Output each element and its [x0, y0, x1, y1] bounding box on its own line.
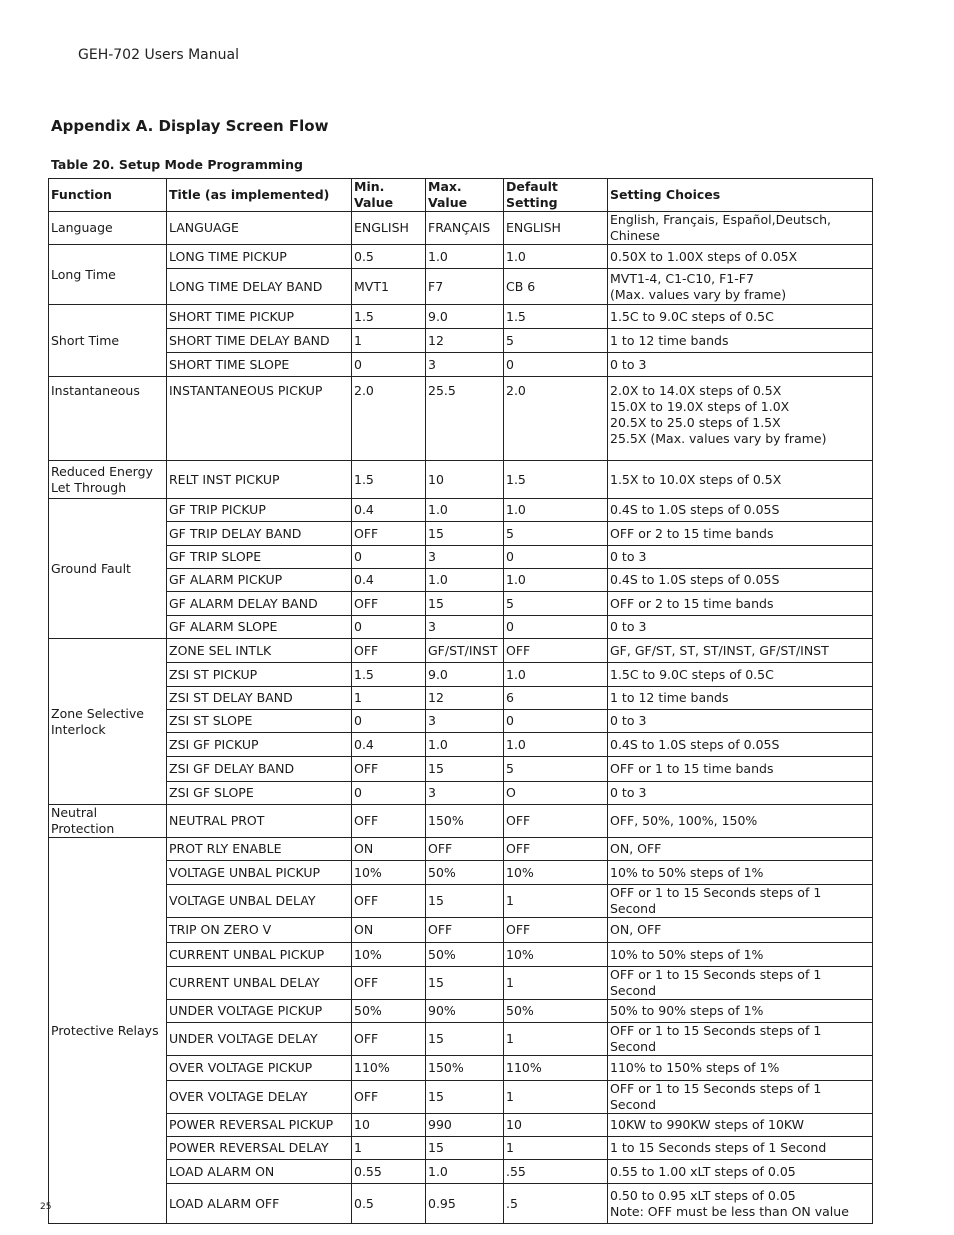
setting-title-cell: ZSI GF DELAY BAND — [167, 757, 352, 782]
setting-choices-cell: 1.5X to 10.0X steps of 0.5X — [608, 461, 873, 499]
setting-title-cell: LOAD ALARM OFF — [167, 1184, 352, 1224]
setting-choices-cell: 2.0X to 14.0X steps of 0.5X 15.0X to 19.0X steps of 1.0X 20.5X to 25.0 steps of 1.5X 25.5X (Max. values vary by frame) — [608, 377, 873, 461]
max-value-cell: 3 — [426, 353, 504, 377]
min-value-cell: 0.5 — [352, 245, 426, 269]
setting-choices-cell: 1 to 12 time bands — [608, 687, 873, 710]
max-value-cell: 15 — [426, 1023, 504, 1056]
table-row — [49, 838, 873, 861]
default-setting-cell: 0 — [504, 616, 608, 639]
min-value-cell: 0.5 — [352, 1184, 426, 1224]
table-row — [49, 353, 873, 377]
function-cell: Zone Selective Interlock — [49, 639, 167, 805]
setting-choices-cell: 1.5C to 9.0C steps of 0.5C — [608, 305, 873, 329]
appendix-title: Appendix A. Display Screen Flow — [51, 117, 329, 135]
table-row — [49, 546, 873, 569]
table-row — [49, 499, 873, 522]
setting-choices-cell: 0 to 3 — [608, 546, 873, 569]
table-row — [49, 569, 873, 592]
min-value-cell: 10 — [352, 1114, 426, 1137]
column-header: Min. Value — [352, 179, 426, 212]
min-value-cell: OFF — [352, 967, 426, 1000]
table-row — [49, 329, 873, 353]
setting-choices-cell: 1 to 12 time bands — [608, 329, 873, 353]
default-setting-cell: 50% — [504, 1000, 608, 1023]
table-row — [49, 305, 873, 329]
table-row — [49, 461, 873, 499]
setting-title-cell: CURRENT UNBAL DELAY — [167, 967, 352, 1000]
min-value-cell: OFF — [352, 1023, 426, 1056]
default-setting-cell: 5 — [504, 329, 608, 353]
table-row — [49, 967, 873, 1000]
max-value-cell: 0.95 — [426, 1184, 504, 1224]
setting-choices-cell: OFF or 1 to 15 Seconds steps of 1 Second — [608, 1023, 873, 1056]
function-cell: Long Time — [49, 245, 167, 305]
setting-choices-cell: 1 to 15 Seconds steps of 1 Second — [608, 1137, 873, 1160]
table-row — [49, 1184, 873, 1224]
setting-choices-cell: 0.4S to 1.0S steps of 0.05S — [608, 733, 873, 757]
max-value-cell: 3 — [426, 710, 504, 733]
min-value-cell: 1.5 — [352, 461, 426, 499]
setting-title-cell: LOAD ALARM ON — [167, 1160, 352, 1184]
min-value-cell: 110% — [352, 1056, 426, 1081]
min-value-cell: 10% — [352, 943, 426, 967]
default-setting-cell: 5 — [504, 757, 608, 782]
table-row — [49, 805, 873, 838]
default-setting-cell: CB 6 — [504, 269, 608, 305]
min-value-cell: 1.5 — [352, 663, 426, 687]
min-value-cell: 0.55 — [352, 1160, 426, 1184]
min-value-cell: 0 — [352, 616, 426, 639]
setting-title-cell: GF TRIP PICKUP — [167, 499, 352, 522]
table-row — [49, 1137, 873, 1160]
setting-title-cell: RELT INST PICKUP — [167, 461, 352, 499]
setting-choices-cell: 0 to 3 — [608, 616, 873, 639]
setting-choices-cell: ON, OFF — [608, 838, 873, 861]
max-value-cell: 3 — [426, 616, 504, 639]
max-value-cell: 15 — [426, 522, 504, 546]
default-setting-cell: 1.5 — [504, 461, 608, 499]
max-value-cell: 1.0 — [426, 499, 504, 522]
min-value-cell: 2.0 — [352, 377, 426, 461]
table-row — [49, 245, 873, 269]
table-row — [49, 663, 873, 687]
table-row — [49, 1056, 873, 1081]
function-cell: Reduced Energy Let Through — [49, 461, 167, 499]
setting-title-cell: SHORT TIME DELAY BAND — [167, 329, 352, 353]
setting-title-cell: GF ALARM SLOPE — [167, 616, 352, 639]
default-setting-cell: OFF — [504, 639, 608, 663]
max-value-cell: 3 — [426, 782, 504, 805]
setting-choices-cell: 1.5C to 9.0C steps of 0.5C — [608, 663, 873, 687]
table-row — [49, 918, 873, 943]
function-cell: Instantaneous — [49, 377, 167, 461]
column-header: Default Setting — [504, 179, 608, 212]
max-value-cell: 9.0 — [426, 663, 504, 687]
min-value-cell: ENGLISH — [352, 212, 426, 245]
table-body — [49, 212, 873, 1224]
column-header: Setting Choices — [608, 179, 873, 212]
min-value-cell: 1.5 — [352, 305, 426, 329]
setting-choices-cell: English, Français, Español,Deutsch, Chinese — [608, 212, 873, 245]
setting-title-cell: VOLTAGE UNBAL PICKUP — [167, 861, 352, 885]
min-value-cell: OFF — [352, 757, 426, 782]
table-row — [49, 687, 873, 710]
default-setting-cell: 1.0 — [504, 245, 608, 269]
default-setting-cell: 110% — [504, 1056, 608, 1081]
default-setting-cell: 0 — [504, 353, 608, 377]
setting-title-cell: OVER VOLTAGE DELAY — [167, 1081, 352, 1114]
max-value-cell: FRANÇAIS — [426, 212, 504, 245]
default-setting-cell: OFF — [504, 838, 608, 861]
table-row — [49, 782, 873, 805]
table-row — [49, 522, 873, 546]
default-setting-cell: 1 — [504, 1023, 608, 1056]
table-row — [49, 1000, 873, 1023]
default-setting-cell: 1.0 — [504, 569, 608, 592]
setting-choices-cell: OFF or 1 to 15 Seconds steps of 1 Second — [608, 967, 873, 1000]
table-row — [49, 592, 873, 616]
min-value-cell: MVT1 — [352, 269, 426, 305]
manual-title: GEH-702 Users Manual — [78, 47, 239, 63]
default-setting-cell: OFF — [504, 918, 608, 943]
setting-title-cell: GF TRIP SLOPE — [167, 546, 352, 569]
default-setting-cell: 1 — [504, 1081, 608, 1114]
min-value-cell: 1 — [352, 687, 426, 710]
min-value-cell: OFF — [352, 639, 426, 663]
setting-title-cell: ZSI ST PICKUP — [167, 663, 352, 687]
setting-title-cell: VOLTAGE UNBAL DELAY — [167, 885, 352, 918]
setting-title-cell: ZSI ST SLOPE — [167, 710, 352, 733]
max-value-cell: 15 — [426, 1137, 504, 1160]
default-setting-cell: 6 — [504, 687, 608, 710]
default-setting-cell: 10% — [504, 861, 608, 885]
setting-title-cell: UNDER VOLTAGE PICKUP — [167, 1000, 352, 1023]
max-value-cell: 90% — [426, 1000, 504, 1023]
max-value-cell: 3 — [426, 546, 504, 569]
setting-choices-cell: 50% to 90% steps of 1% — [608, 1000, 873, 1023]
default-setting-cell: 10% — [504, 943, 608, 967]
default-setting-cell: 5 — [504, 592, 608, 616]
default-setting-cell: 1.0 — [504, 733, 608, 757]
setting-choices-cell: 0.4S to 1.0S steps of 0.05S — [608, 499, 873, 522]
default-setting-cell: 0 — [504, 546, 608, 569]
min-value-cell: OFF — [352, 1081, 426, 1114]
setting-choices-cell: OFF, 50%, 100%, 150% — [608, 805, 873, 838]
max-value-cell: 12 — [426, 687, 504, 710]
min-value-cell: 0 — [352, 782, 426, 805]
setting-choices-cell: GF, GF/ST, ST, ST/INST, GF/ST/INST — [608, 639, 873, 663]
setting-choices-cell: OFF or 1 to 15 time bands — [608, 757, 873, 782]
max-value-cell: 150% — [426, 1056, 504, 1081]
default-setting-cell: OFF — [504, 805, 608, 838]
table-row — [49, 1114, 873, 1137]
max-value-cell: 15 — [426, 1081, 504, 1114]
column-header: Max. Value — [426, 179, 504, 212]
setting-title-cell: SHORT TIME SLOPE — [167, 353, 352, 377]
max-value-cell: GF/ST/INST — [426, 639, 504, 663]
min-value-cell: OFF — [352, 805, 426, 838]
max-value-cell: 9.0 — [426, 305, 504, 329]
max-value-cell: 25.5 — [426, 377, 504, 461]
setting-choices-cell: 10KW to 990KW steps of 10KW — [608, 1114, 873, 1137]
min-value-cell: 0 — [352, 353, 426, 377]
default-setting-cell: O — [504, 782, 608, 805]
setting-choices-cell: ON, OFF — [608, 918, 873, 943]
max-value-cell: 1.0 — [426, 733, 504, 757]
max-value-cell: F7 — [426, 269, 504, 305]
default-setting-cell: 1.5 — [504, 305, 608, 329]
min-value-cell: 10% — [352, 861, 426, 885]
setup-mode-table — [48, 178, 873, 1224]
table-row — [49, 1081, 873, 1114]
setting-choices-cell: OFF or 1 to 15 Seconds steps of 1 Second — [608, 1081, 873, 1114]
max-value-cell: 150% — [426, 805, 504, 838]
table-row — [49, 377, 873, 461]
setting-choices-cell: OFF or 2 to 15 time bands — [608, 592, 873, 616]
min-value-cell: ON — [352, 918, 426, 943]
max-value-cell: 10 — [426, 461, 504, 499]
max-value-cell: 15 — [426, 885, 504, 918]
function-cell: Protective Relays — [49, 838, 167, 1224]
min-value-cell: OFF — [352, 885, 426, 918]
setting-choices-cell: 10% to 50% steps of 1% — [608, 861, 873, 885]
default-setting-cell: 5 — [504, 522, 608, 546]
max-value-cell: 990 — [426, 1114, 504, 1137]
setting-title-cell: LONG TIME DELAY BAND — [167, 269, 352, 305]
setting-title-cell: POWER REVERSAL PICKUP — [167, 1114, 352, 1137]
max-value-cell: 1.0 — [426, 1160, 504, 1184]
default-setting-cell: 1.0 — [504, 663, 608, 687]
table-row — [49, 639, 873, 663]
default-setting-cell: 1 — [504, 1137, 608, 1160]
max-value-cell: 15 — [426, 592, 504, 616]
default-setting-cell: .5 — [504, 1184, 608, 1224]
min-value-cell: 1 — [352, 1137, 426, 1160]
setting-title-cell: ZSI GF SLOPE — [167, 782, 352, 805]
column-header: Title (as implemented) — [167, 179, 352, 212]
default-setting-cell: 10 — [504, 1114, 608, 1137]
min-value-cell: ON — [352, 838, 426, 861]
max-value-cell: OFF — [426, 838, 504, 861]
max-value-cell: 50% — [426, 861, 504, 885]
min-value-cell: 0.4 — [352, 733, 426, 757]
setting-choices-cell: OFF or 1 to 15 Seconds steps of 1 Second — [608, 885, 873, 918]
setting-title-cell: LONG TIME PICKUP — [167, 245, 352, 269]
min-value-cell: 0.4 — [352, 569, 426, 592]
setting-title-cell: GF TRIP DELAY BAND — [167, 522, 352, 546]
table-row — [49, 269, 873, 305]
setting-title-cell: GF ALARM PICKUP — [167, 569, 352, 592]
table-row — [49, 1023, 873, 1056]
setting-title-cell: PROT RLY ENABLE — [167, 838, 352, 861]
table-row — [49, 757, 873, 782]
page-number: 25 — [40, 1202, 52, 1212]
setting-choices-cell: 0.50 to 0.95 xLT steps of 0.05 Note: OFF must be less than ON value — [608, 1184, 873, 1224]
default-setting-cell: .55 — [504, 1160, 608, 1184]
setting-choices-cell: 0 to 3 — [608, 782, 873, 805]
setting-title-cell: INSTANTANEOUS PICKUP — [167, 377, 352, 461]
min-value-cell: OFF — [352, 592, 426, 616]
table-caption: Table 20. Setup Mode Programming — [51, 157, 304, 172]
table-row — [49, 212, 873, 245]
column-header: Function — [49, 179, 167, 212]
setting-choices-cell: 0.55 to 1.00 xLT steps of 0.05 — [608, 1160, 873, 1184]
default-setting-cell: 0 — [504, 710, 608, 733]
min-value-cell: 1 — [352, 329, 426, 353]
setting-title-cell: ZSI ST DELAY BAND — [167, 687, 352, 710]
function-cell: Neutral Protection — [49, 805, 167, 838]
setting-title-cell: ZSI GF PICKUP — [167, 733, 352, 757]
setting-choices-cell: 0.4S to 1.0S steps of 0.05S — [608, 569, 873, 592]
default-setting-cell: ENGLISH — [504, 212, 608, 245]
setting-title-cell: SHORT TIME PICKUP — [167, 305, 352, 329]
setting-choices-cell: 110% to 150% steps of 1% — [608, 1056, 873, 1081]
table-row — [49, 943, 873, 967]
default-setting-cell: 1 — [504, 967, 608, 1000]
table-row — [49, 1160, 873, 1184]
function-cell: Ground Fault — [49, 499, 167, 639]
setting-choices-cell: MVT1-4, C1-C10, F1-F7 (Max. values vary by frame) — [608, 269, 873, 305]
setting-choices-cell: 0 to 3 — [608, 353, 873, 377]
max-value-cell: 15 — [426, 967, 504, 1000]
max-value-cell: 12 — [426, 329, 504, 353]
max-value-cell: 50% — [426, 943, 504, 967]
setting-title-cell: CURRENT UNBAL PICKUP — [167, 943, 352, 967]
table-row — [49, 710, 873, 733]
max-value-cell: 1.0 — [426, 245, 504, 269]
setting-title-cell: LANGUAGE — [167, 212, 352, 245]
max-value-cell: OFF — [426, 918, 504, 943]
min-value-cell: OFF — [352, 522, 426, 546]
default-setting-cell: 2.0 — [504, 377, 608, 461]
min-value-cell: 0 — [352, 710, 426, 733]
min-value-cell: 0.4 — [352, 499, 426, 522]
setting-title-cell: UNDER VOLTAGE DELAY — [167, 1023, 352, 1056]
max-value-cell: 1.0 — [426, 569, 504, 592]
table-row — [49, 885, 873, 918]
setting-choices-cell: 10% to 50% steps of 1% — [608, 943, 873, 967]
setting-title-cell: OVER VOLTAGE PICKUP — [167, 1056, 352, 1081]
setting-choices-cell: 0.50X to 1.00X steps of 0.05X — [608, 245, 873, 269]
setting-title-cell: GF ALARM DELAY BAND — [167, 592, 352, 616]
function-cell: Language — [49, 212, 167, 245]
max-value-cell: 15 — [426, 757, 504, 782]
setting-title-cell: POWER REVERSAL DELAY — [167, 1137, 352, 1160]
table-header-row — [49, 179, 873, 212]
min-value-cell: 50% — [352, 1000, 426, 1023]
table-row — [49, 616, 873, 639]
setting-title-cell: TRIP ON ZERO V — [167, 918, 352, 943]
setting-choices-cell: OFF or 2 to 15 time bands — [608, 522, 873, 546]
table-row — [49, 733, 873, 757]
min-value-cell: 0 — [352, 546, 426, 569]
setting-choices-cell: 0 to 3 — [608, 710, 873, 733]
setting-title-cell: NEUTRAL PROT — [167, 805, 352, 838]
default-setting-cell: 1 — [504, 885, 608, 918]
table-row — [49, 861, 873, 885]
default-setting-cell: 1.0 — [504, 499, 608, 522]
function-cell: Short Time — [49, 305, 167, 377]
setting-title-cell: ZONE SEL INTLK — [167, 639, 352, 663]
